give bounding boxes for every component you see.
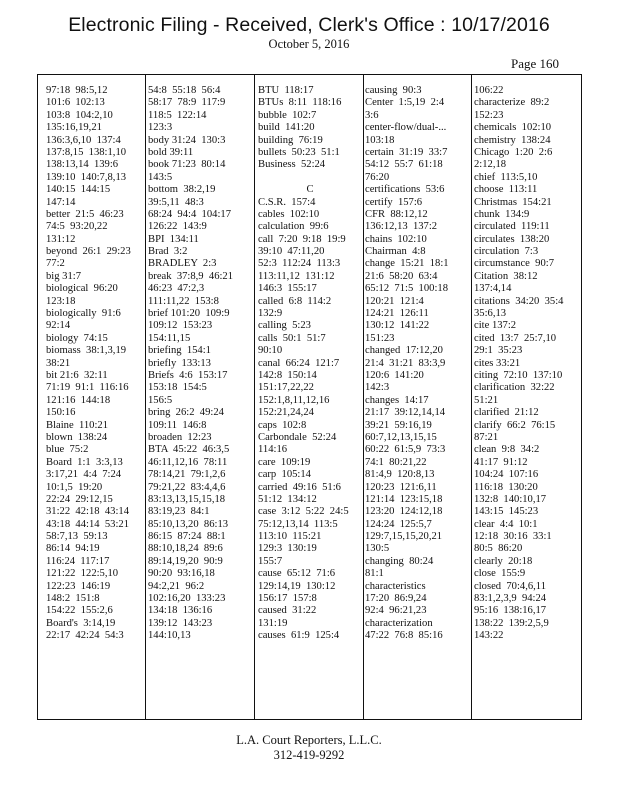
index-entry-line: brief 101:20 109:9: [148, 308, 230, 320]
index-entry-line: 114:16: [258, 444, 288, 456]
index-entry-line: cite 137:2: [474, 320, 517, 332]
index-entry-line: 138:13,14 139:6: [46, 159, 119, 171]
index-entry-line: cables 102:10: [258, 208, 320, 220]
index-entry-line: blown 138:24: [46, 431, 108, 443]
index-entry-line: 94:2,21 96:2: [148, 580, 205, 592]
index-entry-line: 118:5 122:14: [148, 109, 207, 121]
index-entry-line: calls 50:1 51:7: [258, 332, 326, 344]
index-entry-line: 29:1 35:23: [474, 345, 523, 357]
index-entry-line: 152:1,8,11,12,16: [258, 394, 330, 406]
index-entry-line: 124:21 126:11: [365, 308, 429, 320]
index-entry-line: 31:22 42:18 43:14: [46, 506, 129, 518]
index-entry-line: 122:23 146:19: [46, 580, 111, 592]
index-entry-line: 109:12 153:23: [148, 320, 213, 332]
index-entry-line: chains 102:10: [365, 233, 427, 245]
column-divider: [145, 75, 146, 719]
index-entry-line: 150:16: [46, 407, 76, 419]
index-entry-line: 152:21,24,24: [258, 407, 314, 419]
index-entry-line: 113:11,12 131:12: [258, 270, 335, 282]
index-entry-line: 152:23: [474, 109, 504, 121]
index-entry-line: 120:23 121:6,11: [365, 481, 437, 493]
index-entry-line: care 109:19: [258, 456, 311, 468]
index-column-4: [365, 85, 468, 643]
index-entry-line: Business 52:24: [258, 159, 326, 171]
index-entry-line: chemicals 102:10: [474, 122, 552, 134]
index-entry-line: 121:16 144:18: [46, 394, 111, 406]
index-entry-line: circumstance 90:7: [474, 258, 555, 270]
index-entry-line: 135:16,19,21: [46, 122, 102, 134]
index-entry-line: caused 31:22: [258, 605, 317, 617]
index-entry-line: body 31:24 130:3: [148, 134, 226, 146]
index-entry-line: center-flow/dual-...: [365, 122, 447, 134]
index-entry-line: 120:6 141:20: [365, 369, 424, 381]
index-entry-line: biologically 91:6: [46, 308, 121, 320]
index-entry-line: closed 70:4,6,11: [474, 580, 546, 592]
index-entry-line: 86:14 94:19: [46, 543, 100, 555]
index-entry-line: C.S.R. 157:4: [258, 196, 316, 208]
index-entry-line: 58:7,13 59:13: [46, 531, 108, 543]
index-entry-line: biology 74:15: [46, 332, 108, 344]
court-reporter-phone: 312-419-9292: [273, 748, 345, 762]
index-entry-line: 71:19 91:1 116:16: [46, 382, 129, 394]
index-entry-line: book 71:23 80:14: [148, 159, 226, 171]
index-entry-line: 47:22 76:8 85:16: [365, 630, 443, 642]
index-entry-line: calling 5:23: [258, 320, 311, 332]
index-entry-line: 156:17 157:8: [258, 593, 317, 605]
index-entry-line: 139:12 143:23: [148, 617, 213, 629]
index-entry-line: 103:18: [365, 134, 395, 146]
index-entry-line: 151:23: [365, 332, 395, 344]
index-entry-line: 54:12 55:7 61:18: [365, 159, 443, 171]
index-entry-line: 46:23 47:2,3: [148, 283, 205, 295]
index-entry-line: build 141:20: [258, 122, 315, 134]
index-entry-line: circulates 138:20: [474, 233, 550, 245]
index-entry-line: Citation 38:12: [474, 270, 538, 282]
index-entry-line: [258, 172, 362, 184]
index-entry-line: bold 39:11: [148, 146, 194, 158]
index-entry-line: certify 157:6: [365, 196, 423, 208]
index-entry-line: 54:8 55:18 56:4: [148, 85, 221, 96]
index-entry-line: 129:3 130:19: [258, 543, 317, 555]
index-entry-line: characterize 89:2: [474, 97, 550, 109]
index-entry-line: 51:12 134:12: [258, 493, 317, 505]
index-entry-line: 22:24 29:12,15: [46, 493, 113, 505]
index-column-2: [148, 85, 249, 643]
index-entry-line: 88:10,18,24 89:6: [148, 543, 223, 555]
index-entry-line: 10:1,5 19:20: [46, 481, 103, 493]
index-entry-line: Carbondale 52:24: [258, 431, 337, 443]
index-entry-line: close 155:9: [474, 568, 526, 580]
index-entry-line: 139:10 140:7,8,13: [46, 171, 127, 183]
index-entry-line: changing 80:24: [365, 555, 434, 567]
index-entry-line: 35:6,13: [474, 308, 507, 320]
index-entry-line: 126:22 143:9: [148, 221, 207, 233]
index-entry-line: Briefs 4:6 153:17: [148, 369, 228, 381]
index-entry-line: changes 14:17: [365, 394, 429, 406]
index-entry-line: 39:10 47:11,20: [258, 246, 325, 258]
index-entry-line: changed 17:12,20: [365, 345, 443, 357]
index-entry-line: Christmas 154:21: [474, 196, 552, 208]
index-entry-line: choose 113:11: [474, 184, 538, 196]
index-entry-line: cited 13:7 25:7,10: [474, 332, 557, 344]
index-entry-line: call 7:20 9:18 19:9: [258, 233, 346, 245]
index-entry-line: big 31:7: [46, 270, 82, 282]
index-entry-line: building 76:19: [258, 134, 323, 146]
index-entry-line: clarify 66:2 76:15: [474, 419, 556, 431]
index-entry-line: 76:20: [365, 171, 390, 183]
index-entry-line: 90:20 93:16,18: [148, 568, 215, 580]
index-entry-line: 74:1 80:21,22: [365, 456, 427, 468]
index-entry-line: 3:6: [365, 109, 379, 121]
index-entry-line: C: [306, 184, 314, 196]
index-entry-line: biological 96:20: [46, 283, 118, 295]
index-entry-line: caps 102:8: [258, 419, 307, 431]
index-entry-line: chief 113:5,10: [474, 171, 538, 183]
index-entry-line: chemistry 138:24: [474, 134, 551, 146]
index-entry-line: 52:3 112:24 113:3: [258, 258, 341, 270]
filing-stamp: Electronic Filing - Received, Clerk's Office : 10/17/2016: [68, 14, 550, 36]
index-entry-line: 78:14,21 79:1,2,6: [148, 469, 226, 481]
index-entry-line: 21:4 31:21 83:3,9: [365, 357, 446, 369]
index-entry-line: 129:14,19 130:12: [258, 580, 336, 592]
index-entry-line: 58:17 78:9 117:9: [148, 97, 226, 109]
index-entry-line: 17:20 86:9,24: [365, 593, 427, 605]
index-entry-line: 116:24 117:17: [46, 555, 110, 567]
index-entry-line: 60:7,12,13,15,15: [365, 431, 437, 443]
index-entry-line: BRADLEY 2:3: [148, 258, 217, 270]
index-entry-line: 109:11 146:8: [148, 419, 207, 431]
index-entry-line: bring 26:2 49:24: [148, 407, 224, 419]
index-entry-line: 46:11,12,16 78:11: [148, 456, 228, 468]
index-entry-line: calculation 99:6: [258, 221, 329, 233]
index-entry-line: 39:21 59:16,19: [365, 419, 432, 431]
index-entry-line: broaden 12:23: [148, 431, 212, 443]
index-entry-line: better 21:5 46:23: [46, 208, 124, 220]
index-entry-line: 120:21 121:4: [365, 295, 424, 307]
index-entry-line: 123:20 124:12,18: [365, 506, 443, 518]
index-entry-line: 148:2 151:8: [46, 593, 100, 605]
index-entry-line: 90:10: [258, 345, 283, 357]
index-entry-line: carp 105:14: [258, 469, 311, 481]
index-entry-line: characteristics: [365, 580, 426, 592]
index-entry-line: 92:14: [46, 320, 71, 332]
index-entry-line: 131:19: [258, 617, 288, 629]
index-entry-line: bit 21:6 32:11: [46, 369, 108, 381]
index-entry-line: certain 31:19 33:7: [365, 146, 448, 158]
index-entry-line: clarified 21:12: [474, 407, 539, 419]
index-entry-line: 136:12,13 137:2: [365, 221, 438, 233]
index-entry-line: 138:22 139:2,5,9: [474, 617, 549, 629]
index-entry-line: 83:13,13,15,15,18: [148, 493, 226, 505]
index-entry-line: Chicago 1:20 2:6: [474, 146, 553, 158]
index-entry-line: 130:5: [365, 543, 390, 555]
index-entry-line: Blaine 110:21: [46, 419, 108, 431]
index-entry-line: 142:8 150:14: [258, 369, 317, 381]
index-entry-line: 132:9: [258, 308, 283, 320]
index-entry-line: 43:18 44:14 53:21: [46, 518, 129, 530]
column-divider: [363, 75, 364, 719]
index-entry-line: 154:22 155:2,6: [46, 605, 113, 617]
index-entry-line: 21:6 58:20 63:4: [365, 270, 438, 282]
index-entry-line: 123:18: [46, 295, 76, 307]
index-entry-line: cause 65:12 71:6: [258, 568, 336, 580]
index-entry-line: 77:2: [46, 258, 65, 270]
index-entry-line: 65:12 71:5 100:18: [365, 283, 448, 295]
index-entry-line: 142:3: [365, 382, 390, 394]
index-entry-line: 111:11,22 153:8: [148, 295, 219, 307]
index-entry-line: case 3:12 5:22 24:5: [258, 506, 349, 518]
hearing-date: October 5, 2016: [268, 37, 350, 51]
index-entry-line: 104:24 107:16: [474, 469, 539, 481]
index-entry-line: 143:15 145:23: [474, 506, 539, 518]
index-entry-line: Brad 3:2: [148, 246, 188, 258]
index-entry-line: 143:5: [148, 171, 173, 183]
index-entry-line: 153:18 154:5: [148, 382, 207, 394]
index-entry-line: 140:15 144:15: [46, 184, 111, 196]
index-entry-line: 116:18 130:20: [474, 481, 538, 493]
index-frame: [37, 74, 582, 720]
index-entry-line: 39:5,11 48:3: [148, 196, 204, 208]
index-entry-line: blue 75:2: [46, 444, 89, 456]
index-entry-line: 12:18 30:16 33:1: [474, 531, 552, 543]
index-entry-line: 86:15 87:24 88:1: [148, 531, 226, 543]
index-entry-line: 121:22 122:5,10: [46, 568, 119, 580]
index-entry-line: 97:18 98:5,12: [46, 85, 108, 96]
column-divider: [471, 75, 472, 719]
index-entry-line: 137:8,15 138:1,10: [46, 146, 127, 158]
index-entry-line: briefly 133:13: [148, 357, 211, 369]
index-entry-line: bottom 38:2,19: [148, 184, 216, 196]
index-entry-line: briefing 154:1: [148, 345, 211, 357]
index-entry-line: BTU 118:17: [258, 85, 314, 96]
index-entry-line: 106:22: [474, 85, 504, 96]
index-entry-line: clarification 32:22: [474, 382, 555, 394]
index-entry-line: 38:21: [46, 357, 71, 369]
index-entry-line: bullets 50:23 51:1: [258, 146, 340, 158]
index-column-1: [46, 85, 146, 643]
index-entry-line: 92:4 96:21,23: [365, 605, 427, 617]
index-entry-line: certifications 53:6: [365, 184, 445, 196]
index-entry-line: characterization: [365, 617, 433, 629]
index-entry-line: 51:21: [474, 394, 499, 406]
index-entry-line: 21:17 39:12,14,14: [365, 407, 446, 419]
index-column-5: [474, 85, 580, 643]
index-entry-line: causing 90:3: [365, 85, 422, 96]
index-entry-line: 83:1,2,3,9 94:24: [474, 593, 547, 605]
index-entry-line: 113:10 115:21: [258, 531, 322, 543]
index-entry-line: 68:24 94:4 104:17: [148, 208, 231, 220]
index-entry-line: 155:7: [258, 555, 283, 567]
index-entry-line: canal 66:24 121:7: [258, 357, 340, 369]
index-entry-line: 101:6 102:13: [46, 97, 105, 109]
index-entry-line: 103:8 104:2,10: [46, 109, 113, 121]
index-entry-line: clean 9:8 34:2: [474, 444, 540, 456]
index-entry-line: called 6:8 114:2: [258, 295, 332, 307]
index-entry-line: causes 61:9 125:4: [258, 630, 340, 642]
index-entry-line: circulated 119:11: [474, 221, 550, 233]
index-entry-line: Chairman 4:8: [365, 246, 426, 258]
index-entry-line: 85:10,13,20 86:13: [148, 518, 229, 530]
index-entry-line: 147:14: [46, 196, 76, 208]
index-entry-line: 124:24 125:5,7: [365, 518, 432, 530]
court-reporter-name: L.A. Court Reporters, L.L.C.: [236, 733, 382, 747]
index-entry-line: 22:17 42:24 54:3: [46, 630, 124, 642]
index-entry-line: 102:16,20 133:23: [148, 593, 226, 605]
index-entry-line: Board 1:1 3:3,13: [46, 456, 123, 468]
index-column-3: [258, 85, 362, 643]
index-entry-line: 123:3: [148, 122, 173, 134]
index-entry-line: citing 72:10 137:10: [474, 369, 563, 381]
index-entry-line: cites 33:21: [474, 357, 521, 369]
index-entry-line: BTA 45:22 46:3,5: [148, 444, 230, 456]
index-entry-line: 81:4,9 120:8,13: [365, 469, 435, 481]
index-entry-line: clear 4:4 10:1: [474, 518, 538, 530]
index-entry-line: chunk 134:9: [474, 208, 530, 220]
index-entry-line: 130:12 141:22: [365, 320, 430, 332]
index-entry-line: 151:17,22,22: [258, 382, 314, 394]
index-entry-line: 60:22 61:5,9 73:3: [365, 444, 446, 456]
index-entry-line: 80:5 86:20: [474, 543, 523, 555]
index-entry-line: 81:1: [365, 568, 384, 580]
index-entry-line: 89:14,19,20 90:9: [148, 555, 223, 567]
index-entry-line: 144:10,13: [148, 630, 191, 642]
index-entry-line: carried 49:16 51:6: [258, 481, 341, 493]
index-entry-line: Board's 3:14,19: [46, 617, 116, 629]
index-entry-line: 75:12,13,14 113:5: [258, 518, 338, 530]
index-entry-line: 143:22: [474, 630, 504, 642]
index-entry-line: 121:14 123:15,18: [365, 493, 443, 505]
index-entry-line: 132:8 140:10,17: [474, 493, 547, 505]
index-entry-line: 131:12: [46, 233, 76, 245]
index-entry-line: 95:16 138:16,17: [474, 605, 547, 617]
index-entry-line: 74:5 93:20,22: [46, 221, 108, 233]
page-number: Page 160: [510, 56, 559, 71]
index-entry-line: 3:17,21 4:4 7:24: [46, 469, 122, 481]
index-entry-line: biomass 38:1,3,19: [46, 345, 127, 357]
index-entry-line: circulation 7:3: [474, 246, 539, 258]
index-entry-line: 87:21: [474, 431, 499, 443]
index-entry-line: 41:17 91:12: [474, 456, 528, 468]
index-entry-line: 134:18 136:16: [148, 605, 213, 617]
index-entry-line: 137:4,14: [474, 283, 512, 295]
index-entry-line: break 37:8,9 46:21: [148, 270, 234, 282]
column-divider: [254, 75, 255, 719]
index-entry-line: 154:11,15: [148, 332, 191, 344]
index-entry-line: change 15:21 18:1: [365, 258, 449, 270]
index-entry-line: 83:19,23 84:1: [148, 506, 210, 518]
index-entry-line: 136:3,6,10 137:4: [46, 134, 121, 146]
index-entry-line: 156:5: [148, 394, 173, 406]
index-entry-line: bubble 102:7: [258, 109, 317, 121]
index-entry-line: beyond 26:1 29:23: [46, 246, 131, 258]
index-entry-line: 146:3 155:17: [258, 283, 317, 295]
index-entry-line: citations 34:20 35:4: [474, 295, 564, 307]
index-entry-line: clearly 20:18: [474, 555, 533, 567]
index-entry-line: 2:12,18: [474, 159, 507, 171]
index-entry-line: Center 1:5,19 2:4: [365, 97, 445, 109]
index-entry-line: 129:7,15,15,20,21: [365, 531, 443, 543]
index-entry-line: 79:21,22 83:4,4,6: [148, 481, 226, 493]
index-entry-line: CFR 88:12,12: [365, 208, 428, 220]
index-entry-line: BPI 134:11: [148, 233, 199, 245]
index-entry-line: BTUs 8:11 118:16: [258, 97, 342, 109]
